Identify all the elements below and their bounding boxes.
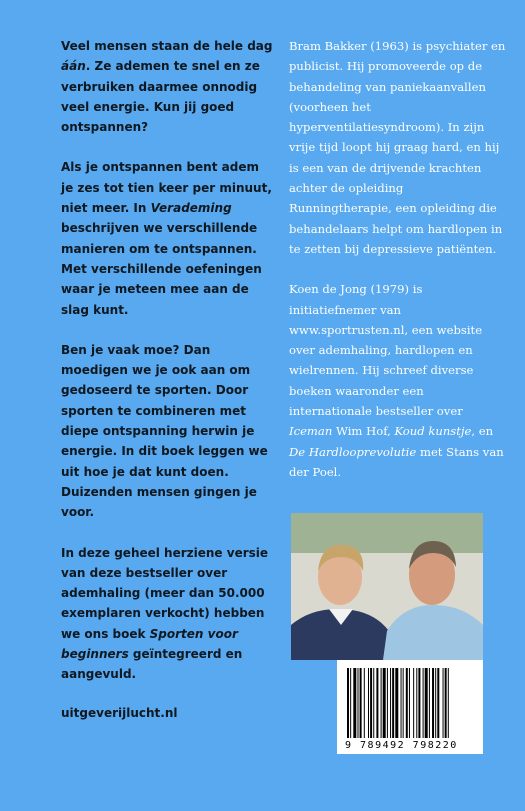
isbn-number: 9 789492 798220	[345, 740, 458, 751]
emphasis: Iceman	[289, 424, 333, 439]
text-span: met Stans van der Poel.	[289, 444, 504, 479]
emphasis: áán	[61, 59, 86, 74]
text-span: Koen de Jong (1979) is initiatiefnemer van www.sportrusten.nl, een website over ademhaling, hardlopen en wielrennen. Hij schreef diverse boeken waaronder een internationale bestseller over	[289, 282, 483, 419]
book-title: De Hardlooprevolutie	[289, 444, 417, 459]
author-bio-dejong	[289, 279, 507, 482]
intro-paragraph	[61, 36, 275, 137]
text-span: In deze geheel herziene versie van deze bestseller over ademhaling (meer dan 50.000 exemplaren verkocht) hebben we ons boek	[61, 545, 269, 641]
text-span: Wim Hof,	[332, 424, 395, 439]
left-column	[61, 36, 275, 705]
revision-paragraph	[61, 543, 275, 685]
book-title: Sporten voor beginners	[61, 626, 238, 662]
text-span: beschrijven we verschillende manieren om te ontspannen. Met verschillende oefeningen waar je meteen mee aan de slag kunt.	[61, 221, 262, 317]
barcode-bars	[337, 660, 483, 740]
publisher-url[interactable]: uitgeverijlucht.nl	[61, 706, 178, 720]
text-span: . Ze ademen te snel en ze verbruiken daarmee onnodig veel energie. Kun jij goed ontspannen?	[61, 59, 260, 135]
book-title: Verademing	[150, 201, 232, 216]
text-span: Als je ontspannen bent adem je zes tot tien keer per minuut, niet meer. In	[61, 160, 272, 216]
right-column	[289, 36, 507, 502]
author-photo-illustration	[291, 513, 483, 660]
barcode	[337, 660, 483, 754]
author-bio-bakker: Bram Bakker (1963) is psychiater en publicist. Hij promoveerde op de behandeling van paniekaanvallen (voorheen het hyperventilatiesyndroom). In zijn vrije tijd loopt hij graag hard, en hij is een van de drijvende krachten achter de opleiding Runningtherapie, een opleiding die behandelaars helpt om hardlopen in te zetten bij depressieve patiënten.	[289, 39, 506, 256]
sport-paragraph: Ben je vaak moe? Dan moedigen we je ook aan om gedoseerd te sporten. Door sporten te combineren met diepe ontspanning herwin je energie. In dit boek leggen we uit hoe je dat kunt doen. Duizenden mensen gingen je voor.	[61, 342, 268, 520]
breathing-paragraph	[61, 157, 275, 319]
text-span: geïntegreerd en aangevuld.	[61, 647, 243, 682]
text-span: Veel mensen staan de hele dag	[61, 39, 273, 53]
author-photo	[291, 513, 483, 660]
book-title: Koud kunstje	[394, 424, 472, 439]
text-span: , en	[471, 424, 494, 439]
